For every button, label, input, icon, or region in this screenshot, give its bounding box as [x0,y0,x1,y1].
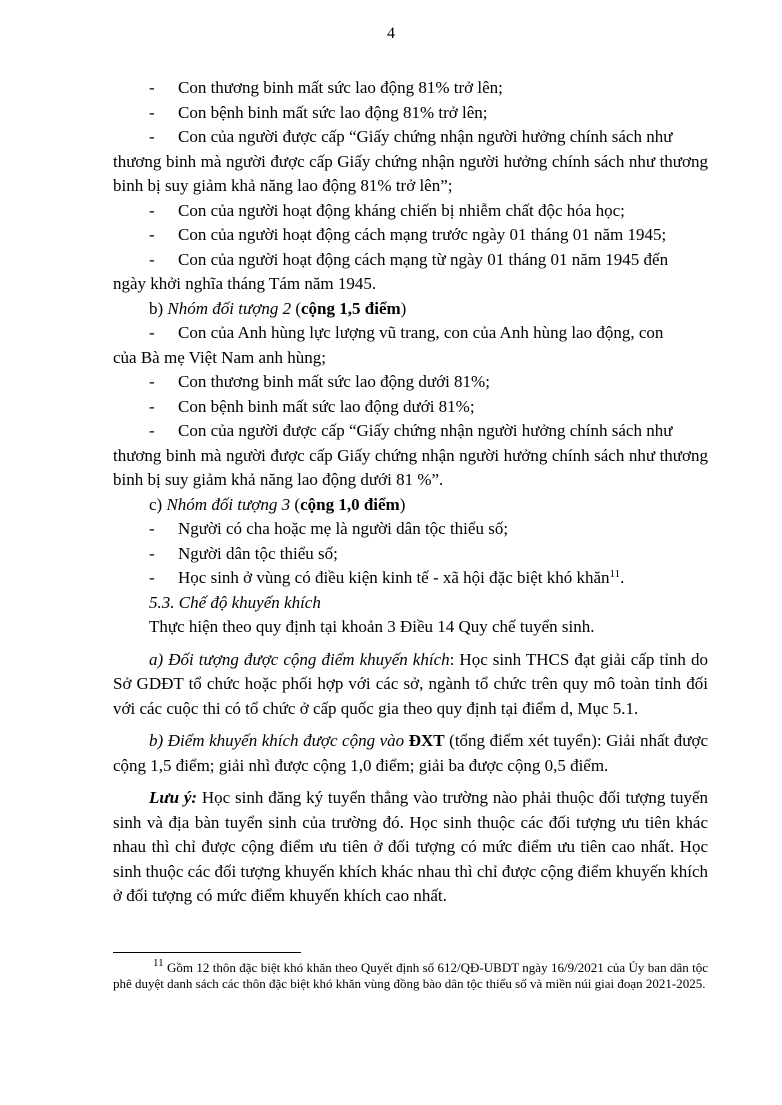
footnote-divider [113,952,301,953]
footnote [113,957,708,991]
list-item: - Con của người hoạt động cách mạng trước ngày 01 tháng 01 năm 1945; [149,225,667,244]
page-number: 4 [387,25,395,42]
list-item-continuation: ngày khởi nghĩa tháng Tám năm 1945. [113,274,377,293]
list-item: - Con của người được cấp “Giấy chứng nhận người hưởng chính sách như [149,421,673,440]
list-item-continuation: thương binh mà người được cấp Giấy chứng nhận người hưởng chính sách như thương binh bị suy giảm khả năng lao động 81% trở lên”; [113,151,708,195]
list-item: - Con thương binh mất sức lao động 81% trở lên; [149,78,503,97]
list-item: - Con của người hoạt động kháng chiến bị nhiễm chất độc hóa học; [149,200,625,220]
footnote-text: Gồm 12 thôn đặc biệt khó khăn theo Quyết định số 612/QĐ-UBDT ngày 16/9/2021 của Ủy ban dân tộc phê duyệt danh sách các thôn đặc biệt khó khăn vùng đồng bào dân tộc thiểu số và miền núi giai đoạn 2021-2025. [113,960,708,991]
list-item: - Con bệnh binh mất sức lao động 81% trở lên; [149,102,488,122]
list-item: - Con của Anh hùng lực lượng vũ trang, con của Anh hùng lao động, con [149,323,664,342]
list-item-continuation: của Bà mẹ Việt Nam anh hùng; [113,347,326,367]
list-item: - Con bệnh binh mất sức lao động dưới 81%; [149,396,475,416]
footnote-ref[interactable]: 11 [609,568,621,580]
note-paragraph: Lưu ý: Học sinh đăng ký tuyển thẳng vào trường nào phải thuộc đối tượng tuyển sinh và địa bàn tuyển sinh của trường đó. Học sinh thuộc các đối tượng ưu tiên khác nhau thì chỉ được cộng điểm ưu tiên ở đối tượng có mức điểm ưu tiên cao nhất. Học sinh thuộc các đối tượng khuyến khích khác nhau thì chỉ được cộng điểm khuyến khích ở đối tượng có mức điểm khuyến khích cao nhất. [113,788,708,905]
list-item-continuation: thương binh mà người được cấp Giấy chứng nhận người hưởng chính sách như thương binh bị suy giảm khả năng lao động dưới 81 %”. [113,445,708,489]
group-3-heading: c) Nhóm đối tượng 3 (cộng 1,0 điểm) [149,494,406,514]
group-2-heading: b) Nhóm đối tượng 2 (cộng 1,5 điểm) [149,298,407,318]
section-intro: Thực hiện theo quy định tại khoản 3 Điều 14 Quy chế tuyển sinh. [149,617,595,636]
paragraph-a: a) Đối tượng được cộng điểm khuyến khích: Học sinh THCS đạt giải cấp tỉnh do Sở GDĐT tổ chức hoặc phối hợp với các sở, ngành tổ chức trên quy mô toàn tỉnh đối với các cuộc thi có tổ chức ở cấp quốc gia theo quy định tại điểm d, Mục 5.1. [113,649,708,718]
list-item: - Người dân tộc thiểu số; [149,543,338,563]
paragraph-b: b) Điểm khuyến khích được cộng vào ĐXT (tổng điểm xét tuyển): Giải nhất được cộng 1,5 điểm; giải nhì được cộng 1,0 điểm; giải ba được cộng 0,5 điểm. [113,731,708,775]
list-item: - Con thương binh mất sức lao động dưới 81%; [149,372,490,391]
list-item: - Người có cha hoặc mẹ là người dân tộc thiểu số; [149,519,509,538]
list-item: - Học sinh ở vùng có điều kiện kinh tế - xã hội đặc biệt khó khăn$^{11}$. [149,568,625,587]
list-item: - Con của người được cấp “Giấy chứng nhận người hưởng chính sách như [149,127,673,146]
list-item: - Con của người hoạt động cách mạng từ ngày 01 tháng 01 năm 1945 đến [149,249,669,269]
footnote-number: 11 [153,957,164,969]
section-heading: 5.3. Chế độ khuyến khích [149,592,321,612]
page-body [113,76,708,909]
